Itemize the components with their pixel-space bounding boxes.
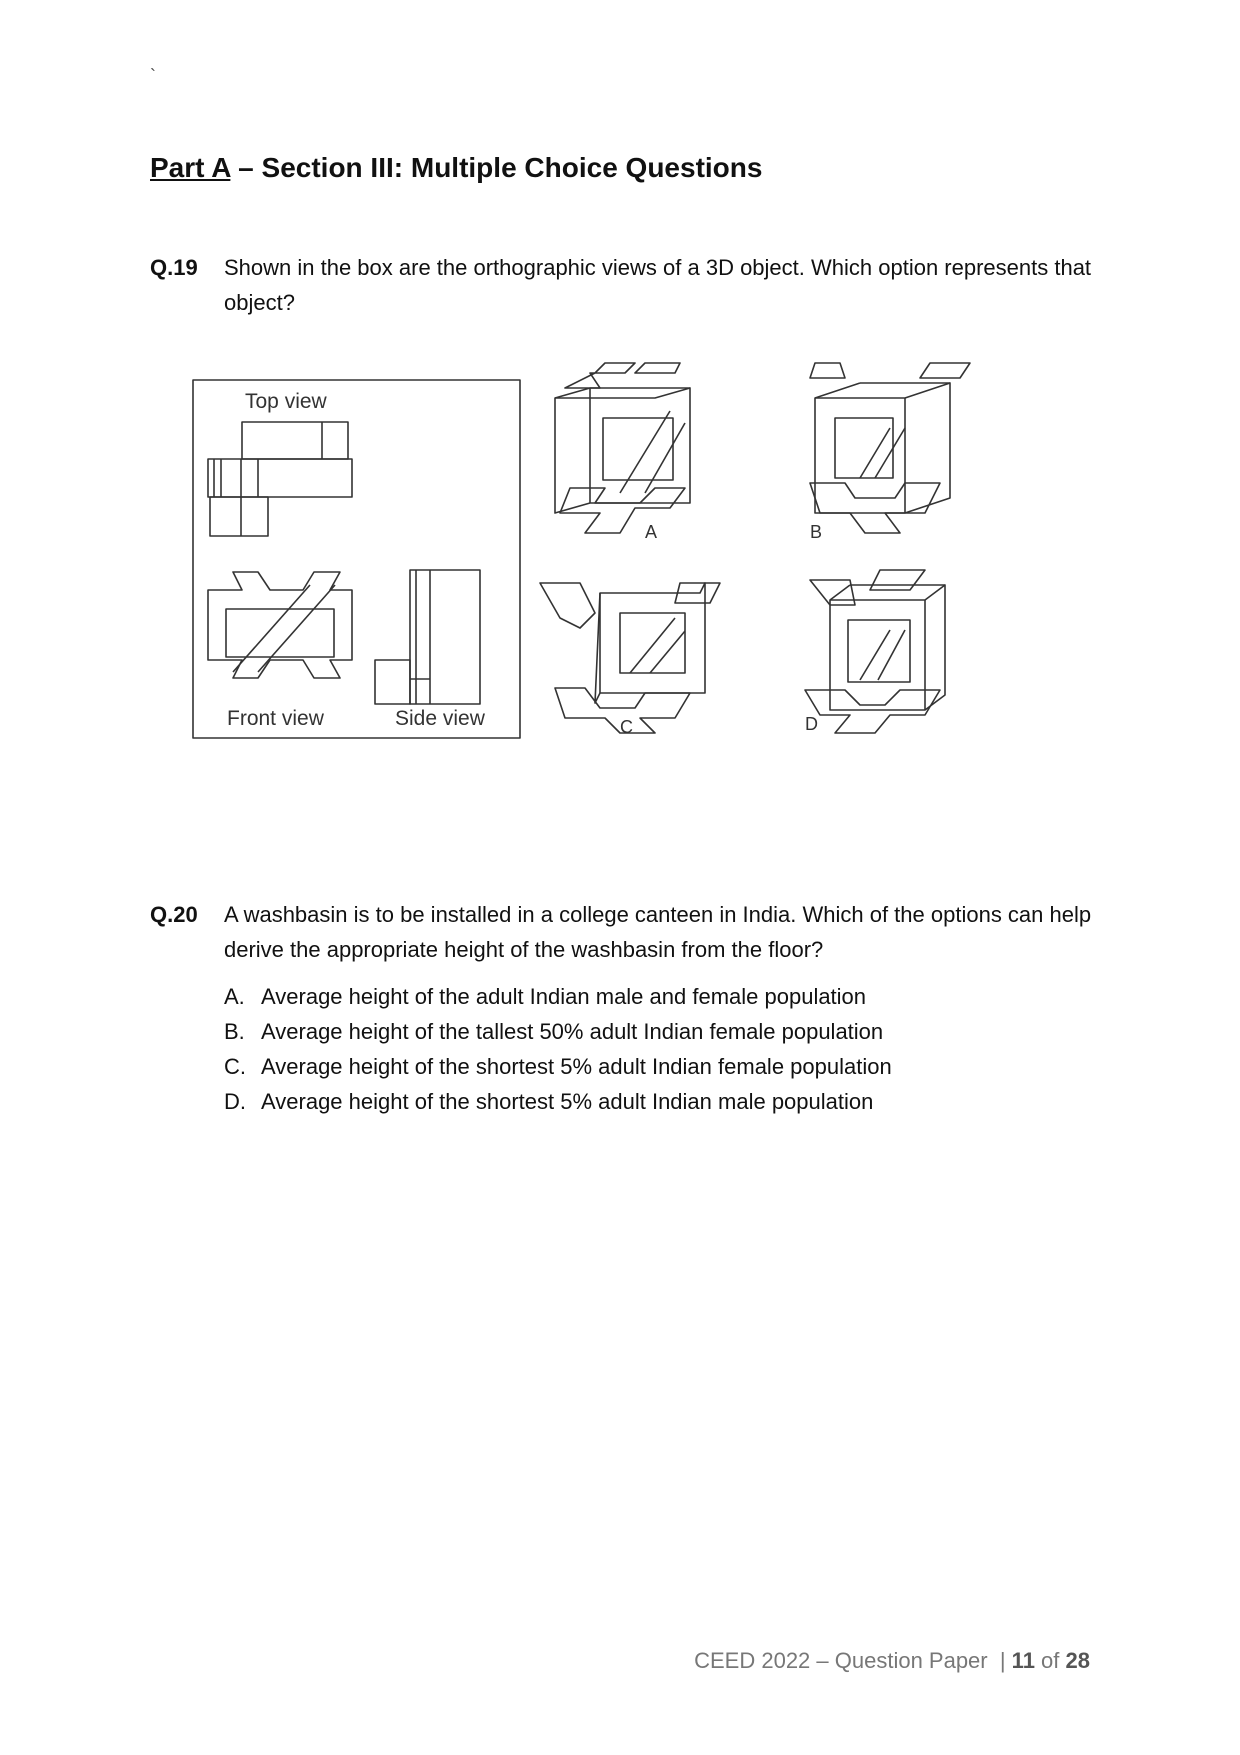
answer-option-c[interactable] [224, 1049, 1100, 1084]
section-title: – Section III: Multiple Choice Questions [230, 152, 763, 183]
footer-title: CEED 2022 – Question Paper | [694, 1648, 1012, 1673]
orthographic-figure [190, 355, 1060, 770]
option-text: Average height of the adult Indian male and female population [261, 984, 867, 1009]
page-number: 11 [1011, 1648, 1035, 1673]
option-text: Average height of the shortest 5% adult Indian male population [261, 1089, 874, 1114]
option-c-drawing[interactable] [540, 583, 720, 737]
top-view-drawing [208, 422, 352, 536]
option-text: Average height of the shortest 5% adult Indian female population [261, 1054, 892, 1079]
option-b-label: B [810, 522, 823, 542]
section-heading [150, 152, 762, 184]
option-letter: A. [224, 984, 245, 1009]
part-label: Part A [150, 152, 231, 183]
top-view-label: Top view [245, 390, 327, 413]
question-19 [150, 250, 1100, 320]
question-number: Q.19 [150, 255, 198, 280]
stray-backtick-mark: ` [150, 66, 156, 86]
side-view-drawing [375, 570, 480, 704]
option-c-label: C [620, 717, 633, 737]
question-text: Shown in the box are the orthographic views of a 3D object. Which option represents that object? [224, 255, 1092, 315]
option-a-drawing[interactable] [555, 363, 690, 542]
front-view-label: Front view [227, 707, 324, 730]
answer-option-a[interactable] [224, 979, 1100, 1014]
page-footer [694, 1648, 1090, 1674]
option-letter: D. [224, 1089, 246, 1114]
answer-option-d[interactable] [224, 1084, 1100, 1119]
question-number: Q.20 [150, 902, 198, 927]
footer-of: of [1034, 1648, 1066, 1673]
option-b-drawing[interactable] [810, 363, 970, 542]
option-letter: C. [224, 1054, 246, 1079]
page-total: 28 [1065, 1648, 1090, 1673]
side-view-label: Side view [395, 707, 485, 730]
question-20 [150, 897, 1100, 1119]
option-d-drawing[interactable] [805, 570, 945, 734]
question-text: A washbasin is to be installed in a college canteen in India. Which of the options can help derive the appropriate height of the washbasin from the floor? [224, 902, 1092, 962]
option-letter: B. [224, 1019, 245, 1044]
orthographic-views-box [193, 380, 520, 738]
answer-option-b[interactable] [224, 1014, 1100, 1049]
option-text: Average height of the tallest 50% adult Indian female population [261, 1019, 884, 1044]
option-a-label: A [645, 522, 658, 542]
answer-options [224, 979, 1100, 1119]
front-view-drawing [208, 572, 352, 678]
option-d-label: D [805, 714, 818, 734]
